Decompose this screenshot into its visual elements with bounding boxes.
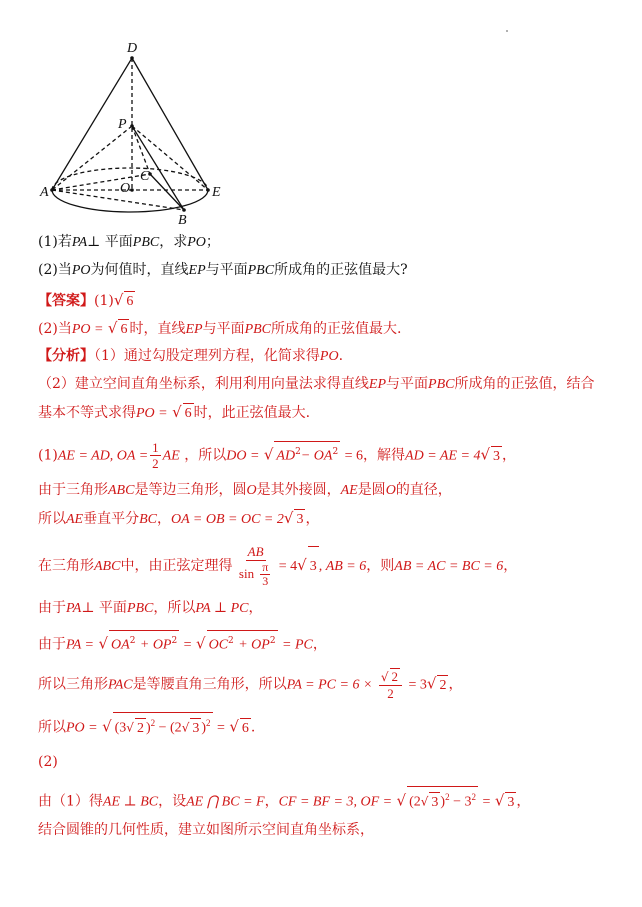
solution-line-7: 所以三角形PAC是等腰直角三角形，所以PA = PC = 6 × $\frac{√ 2}{2}$ = 3√ 2 ， bbox=[38, 669, 463, 701]
question-2: (2)当PO为何值时，直线EP与平面PBC所成角的正弦值最大? bbox=[38, 262, 408, 278]
edge-CB bbox=[150, 174, 184, 210]
solution-line-4: 在三角形ABC中，由正弦定理得 AB sin $\frac{\pi}{3}$ = 4√ 3 , AB = 6，则AB = AC = BC = 6， bbox=[38, 544, 518, 588]
label-D: D bbox=[127, 41, 138, 56]
solution-line-10: 由（1）得AE ⊥ BC，设AE ⋂ BC = F，CF = BF = 3, OF = √ (2√ 3 )$^2 - 3^2$ = √ 3 ， bbox=[38, 786, 530, 813]
solution-line-8: 所以PO = √ (3√ 2 )$^2$ − (2√ 3 )$^2$ = √ 6 . bbox=[38, 712, 255, 739]
solution-line-3: 所以AE垂直平分BC，OA = OB = OC = 2√ 3 ， bbox=[38, 508, 319, 530]
edge-AB bbox=[52, 190, 184, 210]
solution-line-5: 由于PA⊥ 平面PBC，所以PA ⊥ PC， bbox=[38, 600, 263, 616]
solution-line-2: 由于三角形ABC是等边三角形，圆O是其外接圆，AE是圆O的直径， bbox=[38, 482, 452, 498]
label-B: B bbox=[178, 213, 187, 228]
analysis-2: （2）建立空间直角坐标系，利用利用向量法求得直线EP与平面PBC所成角的正弦值，结合 bbox=[38, 376, 595, 392]
analysis-1: 【分析】（1）通过勾股定理列方程，化简求得PO. bbox=[38, 348, 344, 364]
label-E: E bbox=[212, 185, 221, 200]
edge-AC bbox=[52, 174, 150, 190]
solution-line-11: 结合圆锥的几何性质，建立如图所示空间直角坐标系， bbox=[38, 822, 374, 838]
label-C: C bbox=[140, 169, 150, 184]
label-A: A bbox=[40, 185, 49, 200]
question-1: (1)若PA⊥ 平面PBC，求PO； bbox=[38, 234, 220, 250]
label-P: P bbox=[118, 117, 127, 132]
answer-2: (2)当PO = √ 6 时，直线EP与平面PBC所成角的正弦值最大. bbox=[38, 318, 401, 340]
label-O: O bbox=[120, 181, 131, 196]
solution-line-6: 由于PA = √ $OA^2 + OP^2$ = √ $OC^2 + OP^2$ = PC， bbox=[38, 630, 327, 656]
cone-diagram bbox=[38, 38, 238, 228]
analysis-3: 基本不等式求得PO = √ 6 时，此正弦值最大. bbox=[38, 402, 310, 424]
solution-part-2: (2) bbox=[38, 754, 58, 770]
stray-dot bbox=[506, 30, 508, 32]
solution-line-1: (1)AE = AD, OA = $\frac{1}{2}$ AE ，所以DO = √ $AD^2- OA^2 = 6$，解得AD = AE = 4√ 3 ， bbox=[38, 440, 517, 471]
answer-1: 【答案】(1)√ 6 bbox=[38, 290, 135, 312]
